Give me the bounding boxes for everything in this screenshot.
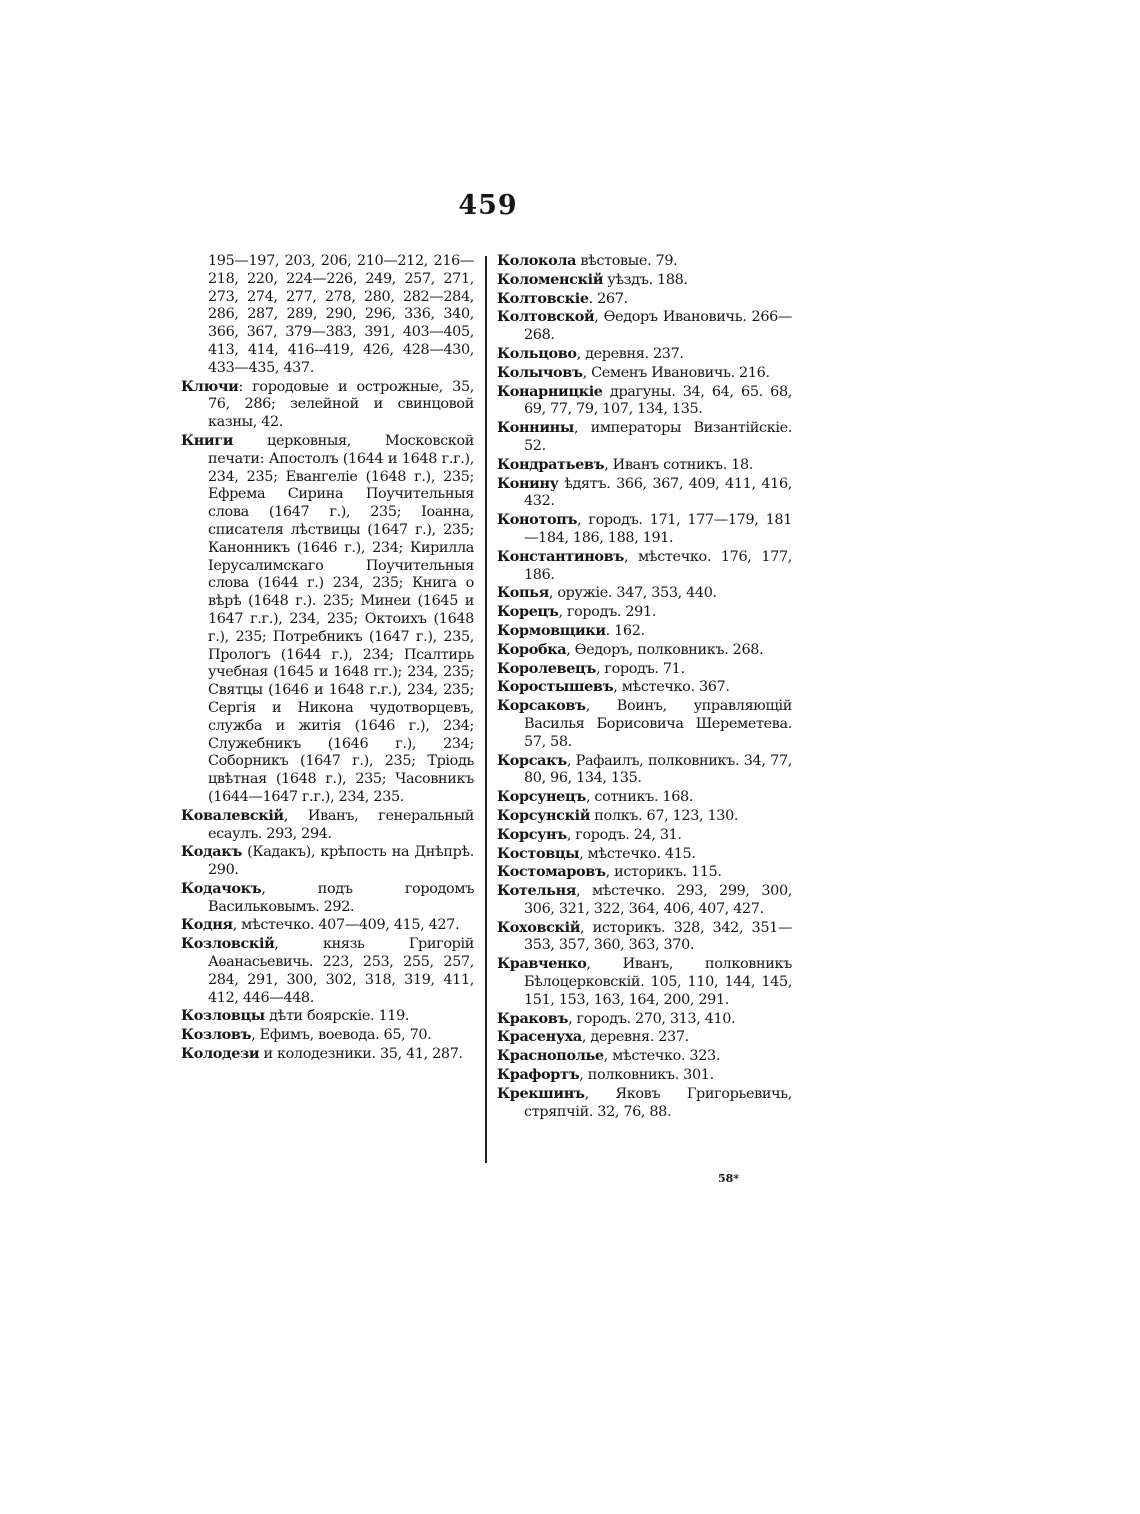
entry-text: , историкъ. 115. bbox=[605, 864, 722, 881]
index-entry bbox=[497, 826, 792, 845]
entry-text: ѣдятъ. 366, 367, 409, 411, 416, 432. bbox=[524, 475, 792, 510]
index-entry bbox=[181, 916, 474, 935]
entry-headword: Краковъ bbox=[497, 1009, 569, 1027]
index-entry bbox=[181, 1045, 474, 1064]
entry-text: , Яковъ Григорьевичь, стряпчій. 32, 76, 88. bbox=[524, 1085, 792, 1120]
entry-headword: Кравченко bbox=[497, 955, 587, 973]
entry-text: драгуны. 34, 64, 65. 68, 69, 77, 79, 107, 134, 135. bbox=[524, 383, 792, 418]
entry-headword: Кодакъ bbox=[181, 843, 242, 861]
entry-headword: Котельня bbox=[497, 882, 577, 900]
entry-headword: Конарницкіе bbox=[497, 382, 603, 400]
index-entry bbox=[497, 660, 792, 679]
index-entry bbox=[497, 863, 792, 882]
index-entry bbox=[181, 1026, 474, 1045]
entry-text: , мѣстечко. 323. bbox=[603, 1048, 721, 1065]
entry-text: . 267. bbox=[588, 290, 628, 307]
index-entry bbox=[181, 843, 474, 880]
entry-text: : городовые и острожные, 35, 76, 286; зелейной и свинцовой казны, 42. bbox=[208, 378, 474, 431]
index-entry bbox=[497, 252, 792, 271]
entry-text: , историкъ. 328, 342, 351—353, 357, 360, 363, 370. bbox=[524, 919, 792, 954]
index-entry bbox=[497, 622, 792, 641]
index-entry bbox=[181, 432, 474, 807]
entry-headword: Козловъ bbox=[181, 1026, 252, 1044]
entry-text: , Семенъ Ивановичь. 216. bbox=[582, 364, 770, 381]
index-entry bbox=[497, 511, 792, 548]
index-entry bbox=[497, 603, 792, 622]
index-entry bbox=[497, 456, 792, 475]
page-number: 459 bbox=[458, 190, 518, 221]
entry-headword: Королевецъ bbox=[497, 659, 596, 677]
entry-text: , подъ городомъ Васильковымъ. 292. bbox=[208, 880, 474, 915]
index-entry bbox=[497, 641, 792, 660]
entry-text: вѣстовые. 79. bbox=[576, 253, 678, 269]
column-divider bbox=[485, 256, 487, 1163]
entry-headword: Коломенскій bbox=[497, 270, 604, 288]
index-entry bbox=[497, 290, 792, 309]
index-entry bbox=[181, 880, 474, 917]
entry-headword: Корсаковъ bbox=[497, 697, 586, 715]
entry-text: уѣздъ. 188. bbox=[603, 271, 688, 288]
entry-text: , полковникъ. 301. bbox=[579, 1067, 714, 1084]
index-entry bbox=[497, 548, 792, 585]
entry-text: , Ѳедоръ Ивановичь. 266—268. bbox=[524, 309, 792, 344]
entry-text: , Рафаилъ, полковникъ. 34, 77, 80, 96, 134, 135. bbox=[524, 752, 792, 787]
index-entry bbox=[497, 345, 792, 364]
entry-text: , оружіе. 347, 353, 440. bbox=[548, 585, 717, 602]
entry-text: , Ѳедоръ, полковникъ. 268. bbox=[566, 641, 764, 658]
index-entry bbox=[497, 955, 792, 1009]
entry-headword: Копья bbox=[497, 584, 549, 602]
entry-headword: Корецъ bbox=[497, 603, 559, 621]
entry-headword: Ключи bbox=[181, 377, 239, 395]
entry-text: , деревня. 237. bbox=[581, 1029, 689, 1046]
entry-text: , мѣстечко. 407—409, 415, 427. bbox=[232, 917, 460, 934]
entry-text: , городъ. 71. bbox=[595, 660, 685, 677]
index-entry bbox=[497, 1010, 792, 1029]
entry-headword: Крекшинъ bbox=[497, 1084, 585, 1102]
entry-headword: Козловскій bbox=[181, 935, 275, 953]
index-entry bbox=[181, 1007, 474, 1026]
index-entry bbox=[497, 697, 792, 751]
entry-headword: Краснополье bbox=[497, 1047, 604, 1065]
entry-text: , Иванъ сотникъ. 18. bbox=[604, 456, 753, 473]
index-entry bbox=[497, 1028, 792, 1047]
index-column-left bbox=[181, 252, 474, 1064]
entry-headword: Корсакъ bbox=[497, 751, 567, 769]
entry-text: , мѣстечко. 293, 299, 300, 306, 321, 322, 364, 406, 407, 427. bbox=[524, 883, 792, 917]
entry-headword: Колычовъ bbox=[497, 363, 583, 381]
entry-headword: Кормовщики bbox=[497, 621, 606, 639]
entry-headword: Козловцы bbox=[181, 1007, 265, 1025]
entry-text: , Ефимъ, воевода. 65, 70. bbox=[251, 1027, 432, 1044]
entry-text: , мѣстечко. 176, 177, 186. bbox=[524, 548, 792, 583]
entry-text: , императоры Византійскіе. 52. bbox=[524, 420, 792, 454]
signature-mark: 58* bbox=[718, 1172, 740, 1185]
entry-text: , городъ. 270, 313, 410. bbox=[568, 1010, 736, 1027]
entry-text: , мѣстечко. 415. bbox=[579, 845, 696, 862]
entry-headword: Коростышевъ bbox=[497, 678, 614, 696]
index-entry bbox=[497, 1066, 792, 1085]
entry-headword: Коховскій bbox=[497, 918, 581, 936]
entry-headword: Коробка bbox=[497, 640, 567, 658]
index-entry bbox=[181, 252, 474, 378]
index-entry bbox=[497, 788, 792, 807]
index-entry bbox=[181, 807, 474, 844]
entry-headword: Коннины bbox=[497, 419, 574, 437]
index-entry bbox=[497, 919, 792, 956]
entry-headword: Колтовскіе bbox=[497, 289, 589, 307]
entry-headword: Костомаровъ bbox=[497, 863, 606, 881]
entry-text: полкъ. 67, 123, 130. bbox=[590, 807, 739, 824]
entry-text: . 162. bbox=[605, 622, 645, 639]
entry-text: , Иванъ, генеральный есаулъ. 293, 294. bbox=[208, 807, 474, 842]
entry-text: церковныя, Московской печати: Апостолъ (1644 и 1648 г.г.), 234, 235; Евангеліе (1648 г.), 235; Ефрема Сирина Поучительныя слова (1647 г.), 235; Іоанна, списателя лѣствицы (1647 г.), 235; Канонникъ (1646 г.), 234; Кирилла Іерусалимскаго Поучительныя слова (1644 г.) 234, 235; Книга о вѣрѣ (1648 г.). 235; Минеи (1645 и 1647 г.г.), 234, 235; Октоихъ (1648 г.), 235; Потребникъ (1647 г.), 235, Прологъ (1644 г.), 234; Псалтирь учебная (1645 и 1648 гг.); 234, 235; Святцы (1646 и 1648 г.г.), 234, 235; Сергія и Никона чудотворцевъ, служба и житія (1646 г.), 234; Служебникъ (1646 г.), 234; Соборникъ (1647 г.), 235; Тріодь цвѣтная (1648 г.), 235; Часовникъ (1644—1647 г.г.), 234, 235. bbox=[208, 432, 474, 805]
entry-headword: Колодези bbox=[181, 1045, 260, 1063]
index-entry bbox=[497, 1047, 792, 1066]
entry-text: , городъ. 24, 31. bbox=[566, 826, 682, 843]
entry-text: , Воинъ, управляющій Василья Борисовича Шереметева. 57, 58. bbox=[524, 698, 792, 750]
entry-headword: Конину bbox=[497, 474, 559, 492]
index-entry bbox=[497, 1085, 792, 1122]
entry-text: дѣти боярскіе. 119. bbox=[264, 1008, 410, 1025]
entry-headword: Корсунскій bbox=[497, 806, 591, 824]
entry-text: , деревня. 237. bbox=[576, 345, 684, 362]
index-entry bbox=[497, 364, 792, 383]
index-entry bbox=[497, 882, 792, 919]
entry-text: , городъ. 171, 177—179, 181—184, 186, 188, 191. bbox=[524, 512, 792, 546]
entry-headword: Колтовской bbox=[497, 308, 595, 326]
index-entry bbox=[497, 584, 792, 603]
entry-headword: Ковалевскій bbox=[181, 806, 284, 824]
entry-headword: Костовцы bbox=[497, 844, 580, 862]
index-entry bbox=[497, 807, 792, 826]
entry-text: (Кадакъ), крѣпость на Днѣпрѣ. 290. bbox=[208, 844, 474, 879]
index-entry bbox=[497, 271, 792, 290]
entry-headword: Корсунецъ bbox=[497, 788, 586, 806]
index-entry bbox=[497, 383, 792, 420]
index-entry bbox=[497, 308, 792, 345]
entry-headword: Кодня bbox=[181, 916, 233, 934]
entry-headword: Крафортъ bbox=[497, 1066, 580, 1084]
index-entry bbox=[497, 752, 792, 789]
entry-headword: Кондратьевъ bbox=[497, 455, 605, 473]
entry-headword: Константиновъ bbox=[497, 547, 624, 565]
entry-headword: Кодачокъ bbox=[181, 879, 262, 897]
index-entry bbox=[181, 378, 474, 432]
entry-text: , Иванъ, полковникъ Бѣлоцерковскій. 105, 110, 144, 145, 151, 153, 163, 164, 200, 291. bbox=[524, 956, 792, 1008]
index-entry bbox=[497, 419, 792, 456]
index-entry bbox=[497, 678, 792, 697]
entry-text: , городъ. 291. bbox=[558, 604, 657, 621]
entry-text: , сотникъ. 168. bbox=[585, 789, 694, 806]
entry-headword: Книги bbox=[181, 431, 234, 449]
entry-headword: Конотопъ bbox=[497, 511, 578, 529]
entry-headword: Кольцово bbox=[497, 344, 577, 362]
entry-text: , князь Григорій Аѳанасьевичь. 223, 253, 255, 257, 284, 291, 300, 302, 318, 319, 411, 412, 446—448. bbox=[208, 936, 474, 1006]
entry-headword: Красенуха bbox=[497, 1028, 582, 1046]
index-entry bbox=[497, 845, 792, 864]
entry-text: , мѣстечко. 367. bbox=[613, 679, 730, 696]
entry-headword: Колокола bbox=[497, 252, 577, 269]
index-entry bbox=[497, 475, 792, 512]
index-entry bbox=[181, 935, 474, 1007]
entry-text: 195—197, 203, 206, 210—212, 216—218, 220, 224—226, 249, 257, 271, 273, 274, 277, 278, 280, 282—284, 286, 287, 289, 290, 296, 336, 340, 366, 367, 379—383, 391, 403—405, 413, 414, 416--419, 426, 428—430, 433—435, 437. bbox=[208, 253, 474, 376]
entry-text: и колодезники. 35, 41, 287. bbox=[259, 1046, 463, 1063]
index-column-right bbox=[497, 252, 792, 1121]
entry-headword: Корсунъ bbox=[497, 825, 567, 843]
